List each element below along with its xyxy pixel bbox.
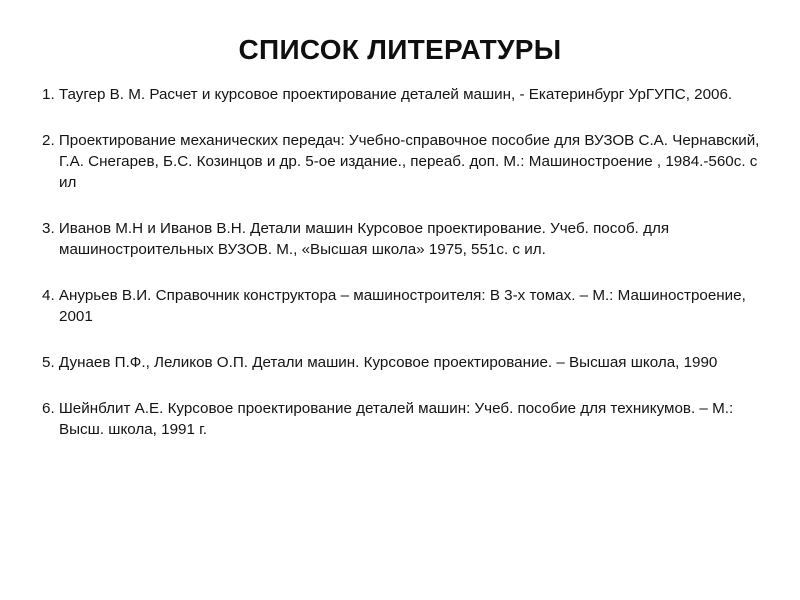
- reference-item: 6. Шейнблит А.Е. Курсовое проектирование деталей машин: Учеб. пособие для техникумов. – М.: Высш. школа, 1991 г.: [42, 400, 734, 438]
- reference-item: 2. Проектирование механических передач: Учебно-справочное пособие для ВУЗОВ С.А. Чернавский, Г.А. Снегарев, Б.С. Козинцов и др. 5-ое издание., переаб. доп. М.: Машиностроение , 1984.-560с. с ил: [42, 132, 760, 191]
- slide-title: СПИСОК ЛИТЕРАТУРЫ: [238, 34, 562, 65]
- reference-item: 1. Таугер В. М. Расчет и курсовое проектирование деталей машин, - Екатеринбург УрГУПС, 2006.: [42, 86, 733, 103]
- reference-item: 4. Анурьев В.И. Справочник конструктора – машиностроителя: В 3-х томах. – М.: Машиностроение, 2001: [42, 287, 746, 325]
- reference-item: 5. Дунаев П.Ф., Леликов О.П. Детали машин. Курсовое проектирование. – Высшая школа, 1990: [42, 354, 718, 371]
- reference-item: 3. Иванов М.Н и Иванов В.Н. Детали машин Курсовое проектирование. Учеб. пособ. для машиностроительных ВУЗОВ. М., «Высшая школа» 1975, 551с. с ил.: [42, 220, 670, 258]
- reference-list: [42, 84, 762, 465]
